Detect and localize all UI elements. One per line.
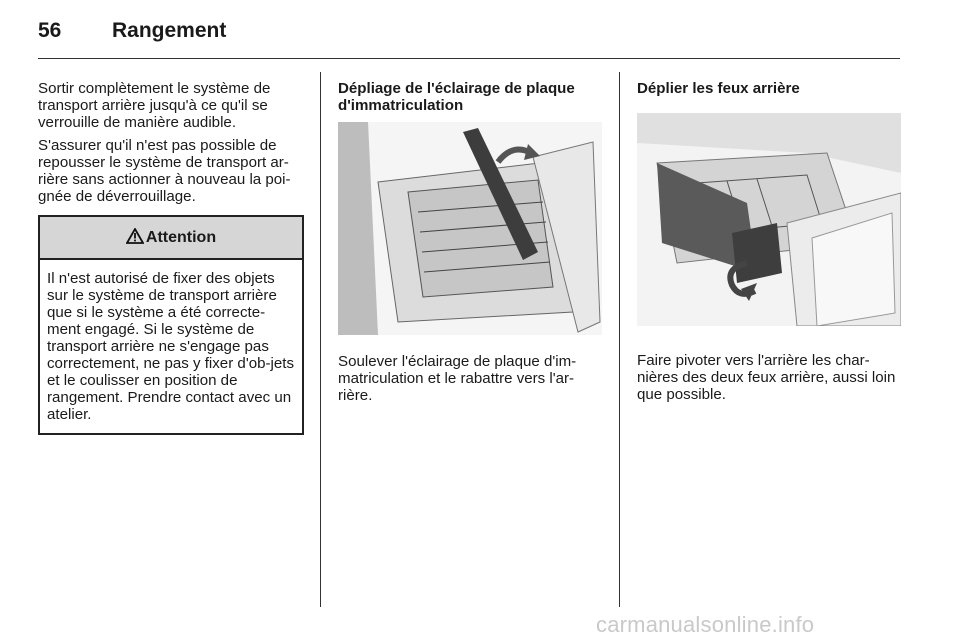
warning-header: [40, 217, 302, 260]
page-title: Rangement: [112, 19, 227, 42]
caption: Soulever l'éclairage de plaque d'im-matriculation et le rabattre vers l'ar-rière.: [338, 353, 577, 404]
section-heading: Déplier les feux arrière: [637, 80, 800, 97]
column-1: [38, 80, 304, 435]
column-divider: [619, 72, 620, 607]
caption: Faire pivoter vers l'arrière les char-nières des deux feux arrière, aussi loin que possible.: [637, 352, 896, 403]
warning-triangle-icon: [126, 228, 144, 244]
paragraph: Sortir complètement le système de transport arrière jusqu'à ce qu'il se verrouille de manière audible.: [38, 80, 271, 131]
warning-text: Il n'est autorisé de fixer des objets sur le système de transport arrière que si le système a été correcte-ment engagé. Si le système de transport arrière ne s'engage pas correctement, ne pas y fixer d'ob-jets et le coulisser en position de rangement. Prendre contact avec un atelier.: [47, 270, 295, 423]
header-rule: [38, 58, 900, 59]
column-2: [338, 80, 604, 410]
page-header: [38, 19, 226, 43]
column-3: [637, 80, 901, 409]
page-number: 56: [38, 19, 62, 42]
column-divider: [320, 72, 321, 607]
rear-lights-illustration: [637, 113, 901, 326]
section-heading: Dépliage de l'éclairage de plaque d'immatriculation: [338, 80, 575, 114]
warning-title: Attention: [145, 229, 217, 246]
paragraph: S'assurer qu'il n'est pas possible de repousser le système de transport ar-rière sans actionner à nouveau la poi-gnée de déverrouillage.: [38, 137, 291, 205]
watermark: carmanualsonline.info: [596, 612, 815, 637]
warning-box: [38, 215, 304, 435]
license-plate-light-illustration: [338, 122, 602, 335]
